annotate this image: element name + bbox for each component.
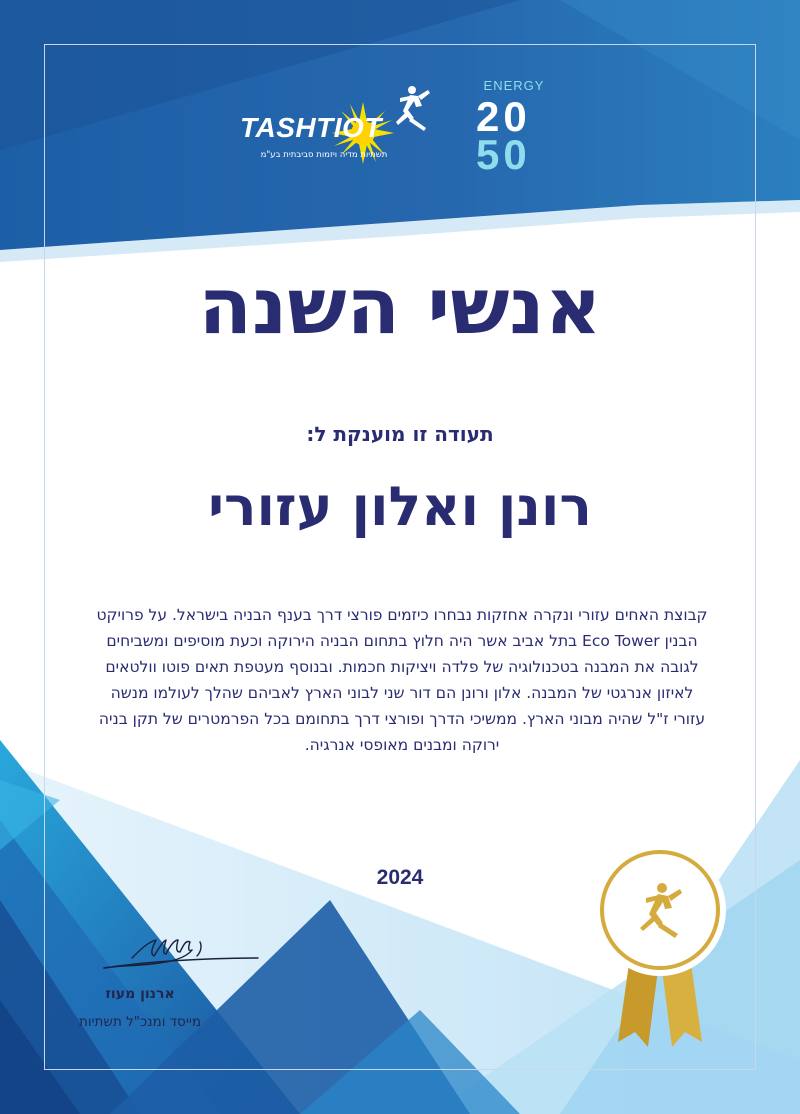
signer-name: ארנון מעוז bbox=[105, 986, 175, 1002]
recipient-names: רונן ואלון עזורי bbox=[208, 475, 592, 538]
signer-role: מייסד ומנכ"ל תשתיות bbox=[78, 1014, 202, 1030]
tashtiot-logo bbox=[240, 84, 440, 180]
energy-2050-logo bbox=[474, 78, 554, 178]
energy-number-bottom: 50 bbox=[476, 131, 531, 178]
certificate-body: קבוצת האחים עזורי ונקרה אחזקות נבחרו כיזמים פורצי דרך בענף הבניה בישראל. על פרויקט הבנין Eco Tower בתל אביב אשר היה חלוץ בתחום הבניה הירוקה וכעת מוסיפים ומשביחים לגובה את המבנה בטכנולוגיה של פלדה ויציקות חכמות. ובנוסף מעטפת תאים פוטו וולטאים לאיזון אנרגטי של המבנה. אלון ורונן הם דור שני לבוני הארץ לאביהם שהלך לעולמו מנשה עזורי ז"ל שהיה מבוני הארץ. ממשיכי הדרך ופורצי דרך בתחומם בכל הפרמטרים של תקן בניה ירוקה ומבנים מאופסי אנרגיה. bbox=[96, 606, 708, 754]
seal-icon bbox=[590, 842, 730, 1052]
certificate-year: 2024 bbox=[376, 866, 424, 889]
certificate-title: אנשי השנה bbox=[198, 262, 602, 352]
runner-icon bbox=[388, 84, 434, 134]
tashtiot-wordmark: TASHTIOT bbox=[240, 112, 382, 143]
energy-number-top: 20 bbox=[476, 93, 531, 140]
handwritten-signature bbox=[82, 928, 262, 976]
energy-label: ENERGY bbox=[483, 78, 545, 93]
tashtiot-tagline: תשתיות מדיה ויזמות סביבתית בע"מ bbox=[260, 150, 388, 160]
awarded-to-label: תעודה זו מוענקת ל: bbox=[306, 422, 494, 446]
